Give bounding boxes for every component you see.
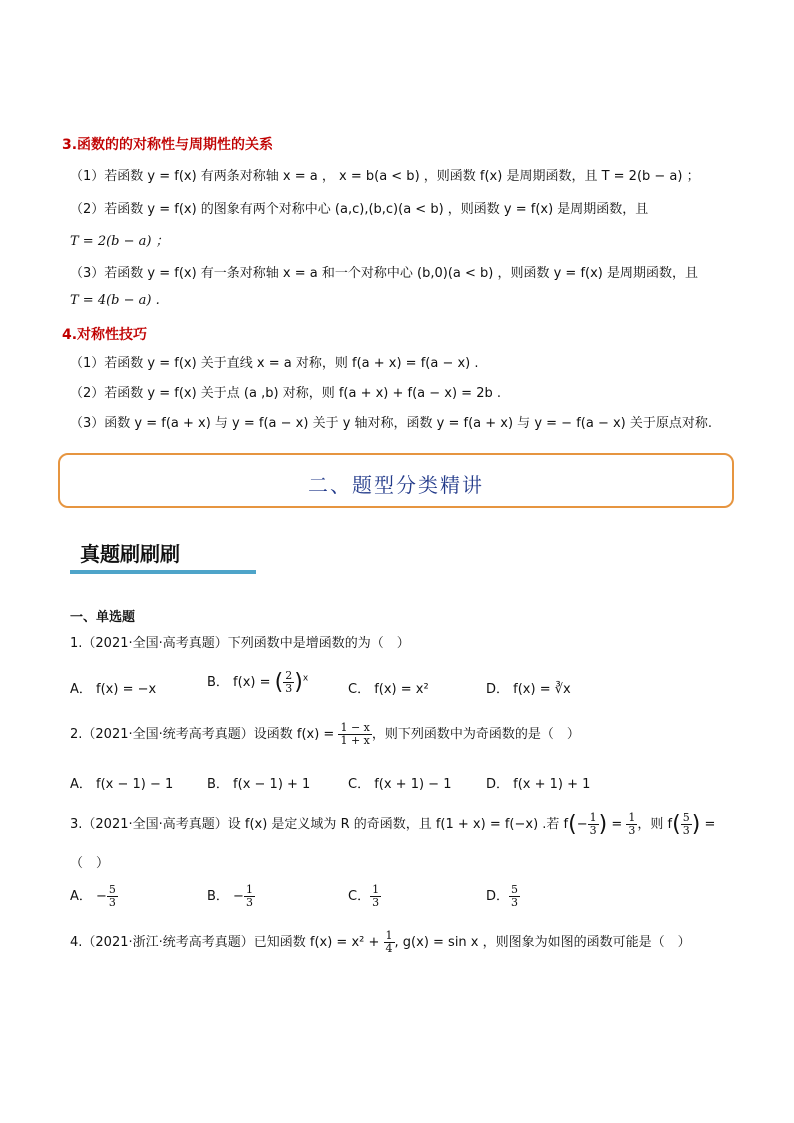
q3-option-a: A． − $\frac{5}{3}$ xyxy=(70,883,116,909)
q1-option-c: C． f(x) = x² xyxy=(348,682,429,697)
sec4-item-2: （2）若函数 y = f(x) 关于点 (a ,b) 对称，则 f(a + x) + f(a − x) = 2b . xyxy=(70,386,501,401)
section-banner xyxy=(58,453,734,508)
section-title: 真题刷刷刷 xyxy=(80,542,180,566)
sec3-item-2-cont: T = 2(b − a) ； xyxy=(70,234,169,249)
sec3-item-3-cont: T = 4(b − a) . xyxy=(70,293,160,308)
q2-option-d: D． f(x + 1) + 1 xyxy=(486,777,591,792)
question-4-stem: 4.（2021·浙江·统考高考真题）已知函数 f(x) = x² + $\frac{1}{4}$ , g(x) = sin x ，则图象为如图的函数可能是（ ） xyxy=(70,929,691,955)
question-1-stem: 1.（2021·全国·高考真题）下列函数中是增函数的为（ ） xyxy=(70,636,410,651)
sec3-item-1: （1）若函数 y = f(x) 有两条对称轴 x = a ， x = b(a < b) ，则函数 f(x) 是周期函数，且 T = 2(b − a) ； xyxy=(70,169,700,184)
q1-option-a: A． f(x) = −x xyxy=(70,682,157,697)
sec3-item-3: （3）若函数 y = f(x) 有一条对称轴 x = a 和一个对称中心 (b,0)(a < b) ，则函数 y = f(x) 是周期函数，且 xyxy=(70,266,698,281)
q3-option-c: C． $\frac{1}{3}$ xyxy=(348,883,380,909)
section4-heading: 4.对称性技巧 xyxy=(62,327,148,343)
q2-option-a: A． f(x − 1) − 1 xyxy=(70,777,174,792)
section3-heading: 3.函数的的对称性与周期性的关系 xyxy=(62,137,274,153)
question-3-paren: （ ） xyxy=(70,856,110,871)
sec4-item-1: （1）若函数 y = f(x) 关于直线 x = a 对称，则 f(a + x) = f(a − x) . xyxy=(70,356,479,371)
q3-option-b: B． − $\frac{1}{3}$ xyxy=(207,883,253,909)
question-2-stem: 2.（2021·全国·统考高考真题）设函数 f(x) = $\frac{1 - x}{1 + x}$ ，则下列函数中为奇函数的是（ ） xyxy=(70,721,580,747)
sec4-item-3: （3）函数 y = f(a + x) 与 y = f(a − x) 关于 y 轴对称，函数 y = f(a + x) 与 y = − f(a − x) 关于原点对称. xyxy=(70,416,712,431)
section-underline xyxy=(70,570,256,574)
sec3-item-2: （2）若函数 y = f(x) 的图象有两个对称中心 (a,c),(b,c)(a < b) ，则函数 y = f(x) 是周期函数，且 xyxy=(70,202,649,217)
part-heading: 一、单选题 xyxy=(70,610,136,625)
question-3-stem: 3.（2021·全国·高考真题）设 f(x) 是定义域为 R 的奇函数，且 f(1 + x) = f(−x) .若 f(− $\frac{1}{3}$ ) = $\frac{1}{3}$ ，则 f( $\frac{5}{3}$ ) = xyxy=(70,811,716,837)
q3-option-d: D． $\frac{5}{3}$ xyxy=(486,883,519,909)
q1-option-d: D． f(x) = ∛x xyxy=(486,682,571,697)
q2-option-c: C． f(x + 1) − 1 xyxy=(348,777,452,792)
q1-option-b: B． f(x) = ( $\frac{2}{3}$ )$^x$ xyxy=(207,669,309,695)
banner-title: 二、题型分类精讲 xyxy=(308,473,484,497)
q2-option-b: B． f(x − 1) + 1 xyxy=(207,777,311,792)
